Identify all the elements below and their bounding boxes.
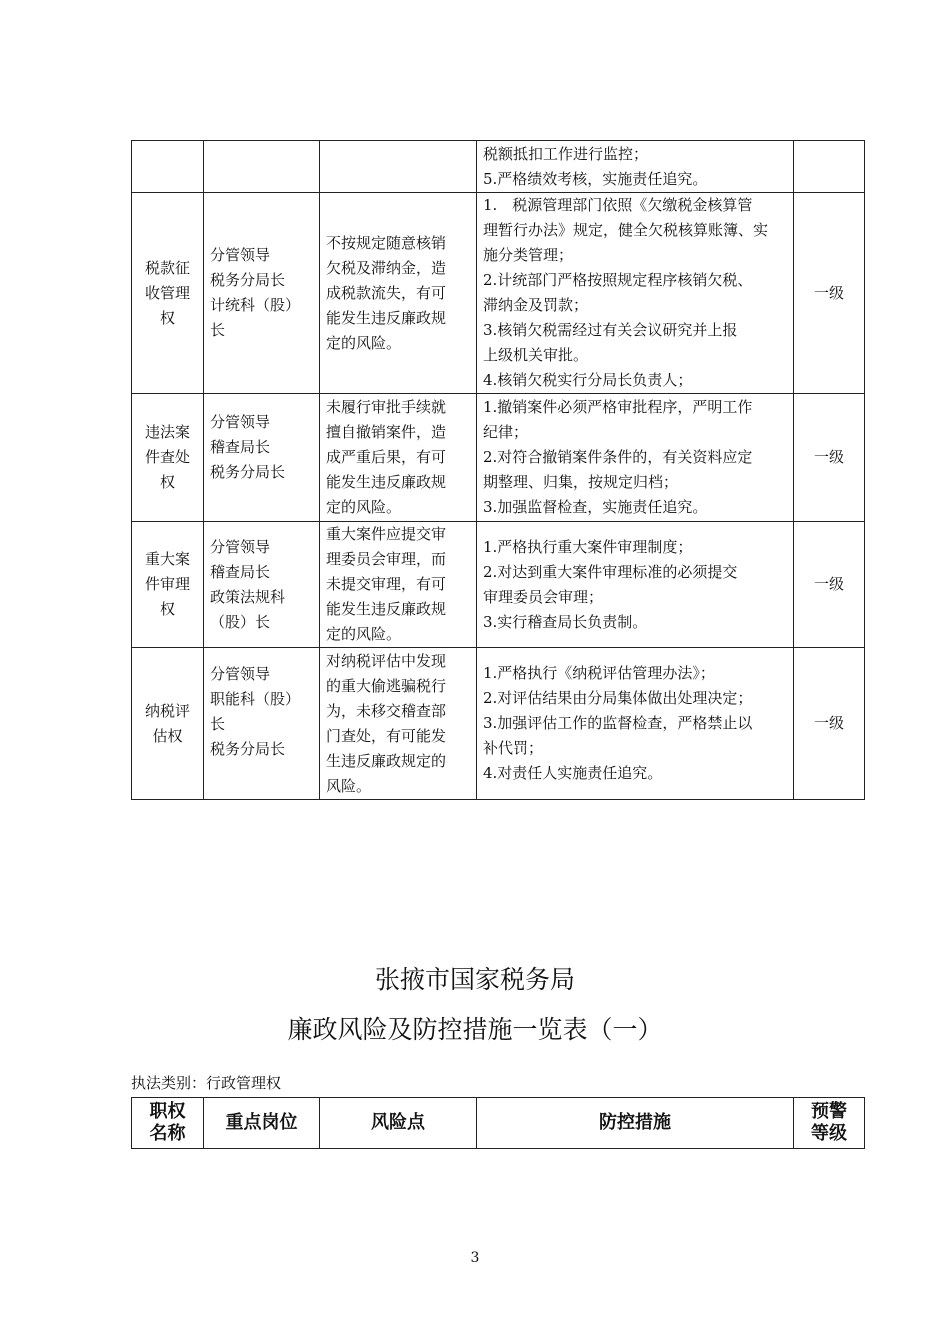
level-cell: 一级	[794, 193, 865, 394]
posts-cell	[204, 522, 320, 648]
page-number: 3	[470, 1250, 480, 1266]
cell-text-line: 2.计统部门严格按照规定程序核销欠税、	[483, 271, 753, 289]
title-line-1: 张掖市国家税务局	[374, 965, 575, 994]
cell-text-line: 3.加强监督检查，实施责任追究。	[483, 498, 708, 516]
risk-cell	[320, 193, 477, 394]
cell-text-line: 长	[210, 321, 226, 339]
table-row	[132, 141, 865, 193]
cell-text-line: 未履行审批手续就	[326, 398, 447, 416]
cell-text-line: 1.严格执行《纳税评估管理办法》；	[483, 664, 715, 682]
cell-text-line: 2.对评估结果由分局集体做出处理决定；	[483, 689, 753, 707]
power-cell	[132, 193, 204, 394]
title-line-2: 廉政风险及防控措施一览表（一）	[287, 1015, 663, 1044]
cell-text-line: 门查处，有可能发	[326, 726, 447, 745]
risk-cell	[320, 394, 477, 522]
power-cell	[132, 648, 204, 800]
cell-text-line: 未提交审理，有可	[326, 575, 447, 593]
power-cell	[132, 394, 204, 522]
cell-text-line: （股）长	[210, 612, 271, 631]
cell-text-line: 能发生违反廉政规	[326, 308, 447, 327]
cell-text-line: 欠税及滞纳金，造	[326, 258, 447, 277]
cell-text-line: 3.加强评估工作的监督检查，严格禁止以	[483, 714, 753, 732]
cell-text-line: 上级机关审批。	[483, 346, 589, 364]
cell-text-line: 4.对责任人实施责任追究。	[483, 764, 663, 782]
level-cell	[794, 141, 865, 193]
cell-text-line: 件查处	[144, 448, 190, 466]
measures-cell	[477, 522, 794, 648]
cell-text-line: 分管领导	[210, 665, 271, 683]
cell-text-line: 分管领导	[210, 537, 271, 556]
column-header-measures: 防控措施	[477, 1098, 794, 1149]
cell-text-line: 2.对符合撤销案件条件的，有关资料应定	[483, 448, 753, 466]
cell-text-line: 期整理、归集，按规定归档；	[483, 473, 679, 491]
cell-text-line: 税务分局长	[210, 463, 286, 481]
level-cell: 一级	[794, 648, 865, 800]
cell-text-line: 分管领导	[210, 413, 271, 431]
cell-text-line: 擅自撤销案件，造	[326, 423, 447, 441]
measures-cell	[477, 193, 794, 394]
cell-text-line: 成税款流失，有可	[326, 283, 447, 302]
cell-text-line: 权	[159, 308, 175, 327]
cell-text-line: 件审理	[144, 575, 190, 593]
cell-text-line: 税款征	[144, 258, 190, 277]
cell-text-line: 不按规定随意核销	[326, 233, 447, 252]
cell-text-line: 纳税评	[144, 701, 190, 720]
cell-text-line: 理暂行办法》规定，健全欠税核算账簿、实	[483, 221, 769, 239]
cell-text-line: 税务分局长	[210, 271, 286, 289]
cell-text-line: 理委员会审理，而	[326, 550, 447, 568]
cell-text-line: 3.实行稽查局长负责制。	[483, 612, 648, 631]
measures-cell	[477, 141, 794, 193]
column-header-power: 职权 名称	[132, 1098, 204, 1149]
posts-cell	[204, 193, 320, 394]
risk-cell	[320, 522, 477, 648]
cell-text-line: 3.核销欠税需经过有关会议研究并上报	[483, 321, 738, 339]
cell-text-line: 审理委员会审理；	[483, 587, 604, 606]
cell-text-line: 风险。	[326, 776, 372, 795]
table-row	[132, 394, 865, 522]
risk-table-header	[131, 1097, 865, 1149]
cell-text-line: 定的风险。	[326, 625, 402, 643]
cell-text-line: 1.撤销案件必须严格审批程序，严明工作	[483, 398, 753, 416]
cell-text-line: 税额抵扣工作进行监控；	[483, 144, 649, 163]
column-header-post: 重点岗位	[204, 1098, 320, 1149]
posts-cell	[204, 141, 320, 193]
cell-text-line: 为，未移交稽查部	[326, 701, 447, 720]
cell-text-line: 1.严格执行重大案件审理制度；	[483, 537, 693, 556]
cell-text-line: 的重大偷逃骗税行	[326, 676, 447, 695]
cell-text-line: 稽查局长	[210, 562, 271, 581]
table-header-row	[132, 1098, 865, 1149]
cell-text-line: 计统科（股）	[210, 296, 301, 314]
power-cell	[132, 522, 204, 648]
table-row	[132, 522, 865, 648]
cell-text-line: 权	[159, 600, 175, 618]
page-title	[0, 955, 950, 1055]
posts-cell	[204, 648, 320, 800]
cell-text-line: 分管领导	[210, 246, 271, 264]
cell-text-line: 重大案	[144, 550, 190, 568]
cell-text-line: 对纳税评估中发现	[326, 651, 447, 670]
cell-text-line: 定的风险。	[326, 333, 402, 352]
cell-text-line: 权	[159, 473, 175, 491]
level-cell: 一级	[794, 394, 865, 522]
cell-text-line: 违法案	[144, 423, 190, 441]
cell-text-line: 定的风险。	[326, 498, 402, 516]
cell-text-line: 纪律；	[483, 423, 529, 441]
measures-cell	[477, 648, 794, 800]
table-row	[132, 648, 865, 800]
posts-cell	[204, 394, 320, 522]
law-type-label: 执法类别：行政管理权	[131, 1074, 282, 1092]
risk-cell	[320, 648, 477, 800]
cell-text-line: 成严重后果，有可	[326, 448, 447, 466]
cell-text-line: 能发生违反廉政规	[326, 600, 447, 618]
cell-text-line: 补代罚；	[483, 739, 544, 757]
cell-text-line: 滞纳金及罚款；	[483, 296, 589, 314]
cell-text-line: 稽查局长	[210, 438, 271, 456]
risk-cell	[320, 141, 477, 193]
power-cell	[132, 141, 204, 193]
cell-text-line: 生违反廉政规定的	[326, 751, 447, 770]
cell-text-line: 政策法规科	[210, 587, 286, 606]
cell-text-line: 施分类管理；	[483, 246, 574, 264]
cell-text-line: 职能科（股）	[210, 690, 301, 708]
cell-text-line: 税务分局长	[210, 740, 286, 758]
table-row	[132, 193, 865, 394]
cell-text-line: 重大案件应提交审	[326, 525, 447, 543]
cell-text-line: 4.核销欠税实行分局长负责人；	[483, 371, 693, 389]
cell-text-line: 能发生违反廉政规	[326, 473, 447, 491]
cell-text-line: 1. 税源管理部门依照《欠缴税金核算管	[483, 196, 753, 214]
cell-text-line: 5.严格绩效考核，实施责任追究。	[483, 169, 708, 188]
column-header-level: 预警 等级	[794, 1098, 865, 1149]
risk-table-continued	[131, 140, 865, 800]
cell-text-line: 估权	[152, 726, 183, 745]
measures-cell	[477, 394, 794, 522]
cell-text-line: 长	[210, 715, 226, 733]
column-header-risk: 风险点	[320, 1098, 477, 1149]
cell-text-line: 2.对达到重大案件审理标准的必须提交	[483, 562, 738, 581]
level-cell: 一级	[794, 522, 865, 648]
cell-text-line: 收管理	[144, 283, 190, 302]
